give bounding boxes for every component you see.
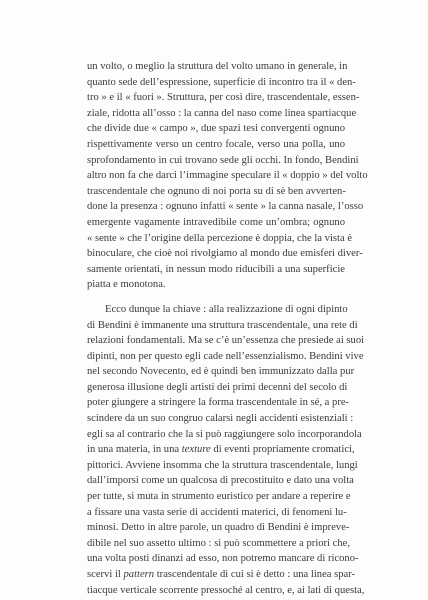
- text-line: [87, 442, 355, 458]
- text-line: ziale, ridotta all’osso : la canna del naso come linea spartiacque: [87, 107, 357, 119]
- paragraph-2: [87, 302, 365, 598]
- text-line: [87, 567, 356, 583]
- text-line: samente orientati, in nessun modo riducibili a una superficie: [87, 263, 345, 275]
- paragraph-1: [87, 59, 368, 293]
- text-line: nel secondo Novecento, ed è quindi ben immunizzato dalla pur: [87, 366, 355, 378]
- text-line: che divide due « campo », due spazi tesi convergenti ognuno: [87, 123, 345, 135]
- text-line: pittorici. Avviene insomma che la struttura trascendentale, lungi: [87, 459, 358, 471]
- text-line: dibile nel suo assetto ultimo : si può scommettere a priori che,: [87, 537, 351, 549]
- text-line: dipinti, non per questo egli cade nell’essenzialismo. Bendini vive: [87, 350, 364, 362]
- text-line: sprofondamento in cui trovano sede gli occhi. In fondo, Bendini: [87, 154, 359, 166]
- text-line: trascendentale che ognuno di noi porta su di sè ben avverten-: [87, 185, 346, 197]
- text-line: tiacque verticale scorrente pressoché al centro, e, ai lati di questa,: [87, 584, 365, 596]
- text-line: minosi. Detto in altre parole, un quadro di Bendini è impreve-: [87, 522, 350, 534]
- text-line: quanto sede dell’espressione, superficie di incontro tra il « den-: [87, 76, 356, 88]
- text-run: trascendentale di cui si è detto : una linea spar-: [154, 569, 356, 580]
- text-line: binoculare, che cioè noi rivolgiamo al mondo due emisferi diver-: [87, 248, 363, 260]
- body-text: [87, 59, 368, 598]
- text-line: egli sa al contrario che la si può raggiungere solo incorporandola: [87, 428, 362, 440]
- text-line: rispettivamente verso un centro focale, verso una polla, uno: [87, 138, 345, 150]
- text-line: Ecco dunque la chiave : alla realizzazione di ogni dipinto: [105, 303, 348, 315]
- text-line: altro non fa che darci l’immagine speculare il « doppio » del volto: [87, 170, 368, 182]
- text-line: done la presenza : ognuno infatti « sente » la canna nasale, l’osso: [87, 201, 364, 213]
- text-line: generosa illusione degli artisti dei primi decenni del secolo di: [87, 381, 348, 393]
- text-line: un volto, o meglio la struttura del volto umano in generale, in: [87, 61, 348, 72]
- paragraph-gap: [87, 293, 345, 302]
- text-line: emergente vagamente intravedibile come un’ombra; ognuno: [87, 216, 345, 228]
- text-line: dall’imporsi come un qualcosa di precostituito e dato una volta: [87, 475, 354, 487]
- text-line: di Bendini è immanente una struttura trascendentale, una rete di: [87, 319, 358, 331]
- text-run: di eventi propriamente cromatici,: [210, 444, 355, 456]
- text-run: in una materia, in una: [87, 444, 182, 456]
- text-line: una volta posti dinanzi ad esso, non potremo mancare di ricono-: [87, 553, 359, 565]
- text-line: piatta e monotona.: [87, 279, 166, 291]
- text-line: relazioni fondamentali. Ma se c’è un’essenza che presiede ai suoi: [87, 335, 365, 347]
- text-line: a fissare una vasta serie di accidenti materici, di fenomeni lu-: [87, 506, 347, 518]
- text-line: scindere da un suo congruo calarsi negli accidenti esistenziali :: [87, 413, 354, 425]
- text-run: scervi il: [87, 569, 124, 580]
- text-line: per tutte, si muta in strumento euristico per andare a reperire e: [87, 491, 351, 503]
- text-line: poter giungere a stringere la forma trascendentale in sé, a pre-: [87, 397, 350, 409]
- text-line: tro » e il « fuori ». Struttura, per così dire, trascendentale, essen-: [87, 92, 360, 104]
- italic-term: pattern: [123, 569, 155, 580]
- text-line: « sente » che l’origine della percezione è doppia, che la vista è: [87, 232, 353, 244]
- italic-term: texture: [181, 444, 211, 456]
